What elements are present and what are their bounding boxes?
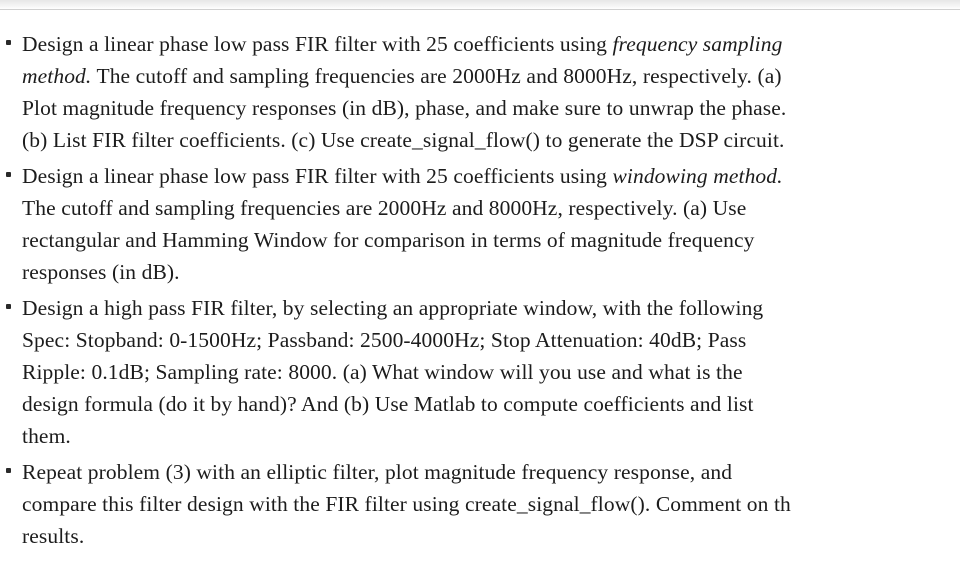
problem-2-line-4: responses (in dB). bbox=[22, 260, 180, 284]
problem-2-line-2: The cutoff and sampling frequencies are 2000Hz and 8000Hz, respectively. (a) Use bbox=[22, 196, 747, 220]
bullet bbox=[6, 40, 11, 45]
emphasis-text: method. bbox=[22, 64, 92, 88]
problem-1-line-1: Design a linear phase low pass FIR filter with 25 coefficients using frequency sampling bbox=[22, 32, 783, 56]
problem-3-line-2: Spec: Stopband: 0-1500Hz; Passband: 2500-4000Hz; Stop Attenuation: 40dB; Pass bbox=[22, 328, 747, 352]
problem-4-line-1: Repeat problem (3) with an elliptic filter, plot magnitude frequency response, and bbox=[22, 460, 733, 484]
problem-4-line-2: compare this filter design with the FIR filter using create_signal_flow(). Comment on th bbox=[22, 492, 791, 516]
problem-4-line-3: results. bbox=[22, 524, 85, 548]
problem-1-line-2: method. The cutoff and sampling frequencies are 2000Hz and 8000Hz, respectively. (a) bbox=[22, 64, 782, 88]
bullet bbox=[6, 172, 11, 177]
problem-3-line-4: design formula (do it by hand)? And (b) Use Matlab to compute coefficients and list bbox=[22, 392, 754, 416]
problem-3-line-1: Design a high pass FIR filter, by selecting an appropriate window, with the following bbox=[22, 296, 764, 320]
emphasis-text: frequency sampling bbox=[612, 32, 783, 56]
problem-1-line-4: (b) List FIR filter coefficients. (c) Use create_signal_flow() to generate the DSP circuit. bbox=[22, 128, 785, 152]
problem-1-line-3: Plot magnitude frequency responses (in dB), phase, and make sure to unwrap the phase. bbox=[22, 96, 787, 120]
bullet bbox=[6, 304, 11, 309]
emphasis-text: windowing method. bbox=[612, 164, 783, 188]
problem-2-line-3: rectangular and Hamming Window for comparison in terms of magnitude frequency bbox=[22, 228, 755, 252]
bullet bbox=[6, 468, 11, 473]
top-rule bbox=[0, 0, 960, 10]
problem-3-line-3: Ripple: 0.1dB; Sampling rate: 8000. (a) What window will you use and what is the bbox=[22, 360, 743, 384]
problem-3-line-5: them. bbox=[22, 424, 71, 448]
problem-2-line-1: Design a linear phase low pass FIR filter with 25 coefficients using windowing method. bbox=[22, 164, 783, 188]
